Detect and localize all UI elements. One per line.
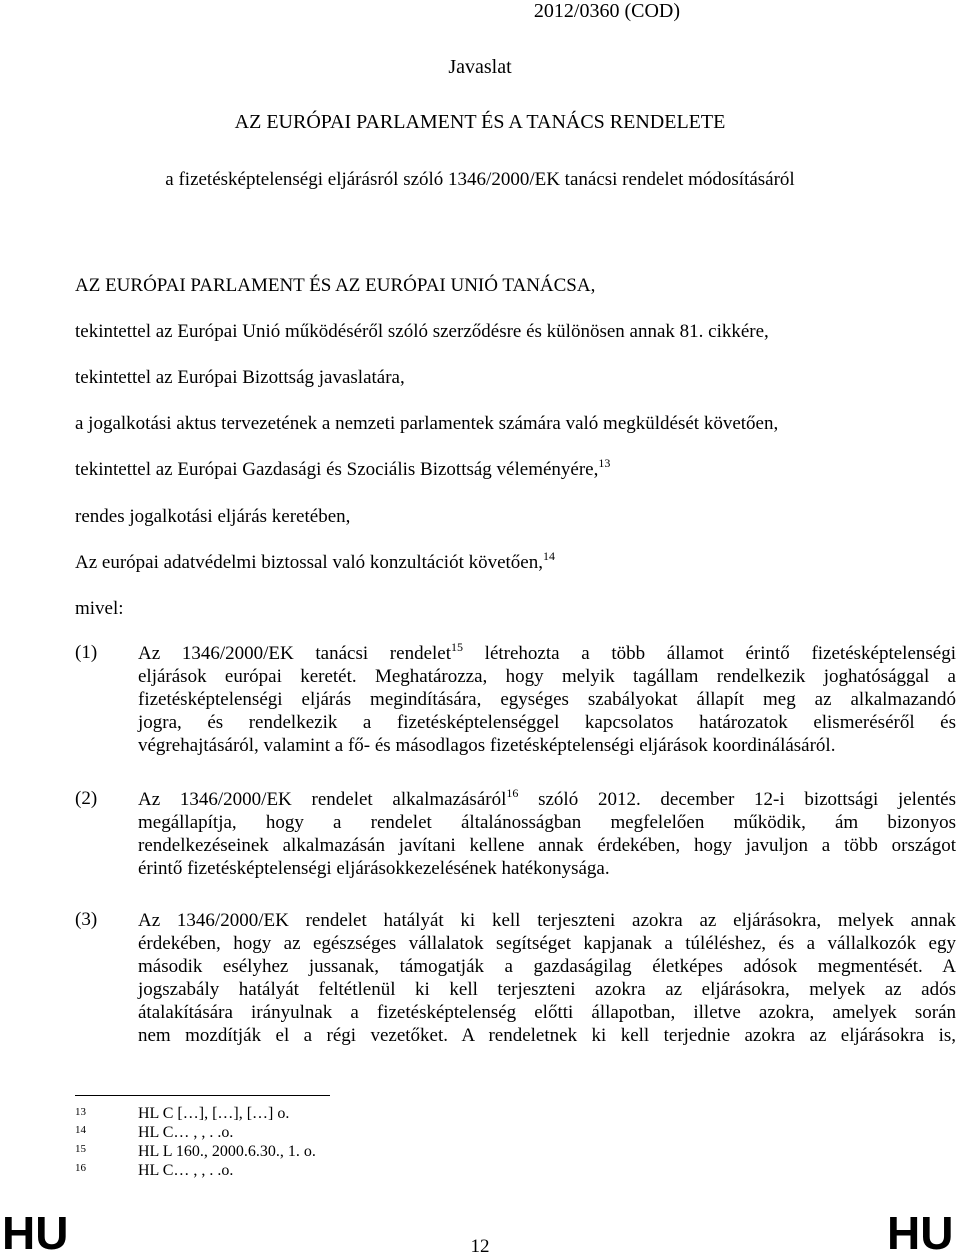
document-title: AZ EURÓPAI PARLAMENT ÉS A TANÁCS RENDELETE	[234, 111, 726, 133]
recital-line: jogszabály hatályát feltétlenül ki kell terjeszteni azokra az eljárásokra, melyek az adós	[138, 979, 956, 1000]
document-label: Javaslat	[448, 56, 512, 78]
footer-language-left: HU	[2, 1207, 69, 1259]
recital-body	[138, 642, 956, 757]
document-subtitle: a fizetésképtelenségi eljárásról szóló 1346/2000/EK tanácsi rendelet módosításáról	[165, 169, 795, 190]
citation: tekintettel az Európai Bizottság javaslatára,	[75, 367, 405, 388]
footnote-ref[interactable]: 14	[543, 549, 555, 563]
recital-line: megállapítja, hogy a rendelet általánosságban megfelelően működik, ám bizonyos	[138, 812, 956, 833]
footnote-number: 15	[75, 1143, 86, 1155]
footer-language-right: HU	[887, 1207, 954, 1259]
recital-line: Az 1346/2000/EK rendelet alkalmazásáról$^{16}$ szóló 2012. december 12-i bizottsági jelentés	[138, 786, 956, 810]
footnote-number: 14	[75, 1124, 86, 1136]
recital-body	[138, 788, 956, 880]
recital-number: (1)	[75, 642, 98, 663]
footnote-text: HL C […], […], […] o.	[138, 1105, 290, 1122]
recital-number: (3)	[75, 909, 98, 930]
page-number: 12	[470, 1236, 490, 1257]
footnote-separator	[75, 1095, 330, 1096]
recital-line: végrehajtásáról, valamint a fő- és másodlagos fizetésképtelenségi eljárások koordinálásáról.	[138, 735, 836, 756]
recital-line: rendelkezéseinek alkalmazásán javítani kellene annak érdekében, hogy javuljon a több országot	[138, 835, 956, 856]
preamble-opening: AZ EURÓPAI PARLAMENT ÉS AZ EURÓPAI UNIÓ TANÁCSA,	[75, 275, 596, 296]
citation-text: tekintettel az Európai Gazdasági és Szociális Bizottság véleményére,	[75, 459, 599, 480]
recital-line: Az 1346/2000/EK rendelet hatályát ki kell terjeszteni azokra az eljárásokra, melyek annak	[138, 910, 956, 931]
footnote-ref[interactable]: 15	[451, 640, 463, 654]
recital-line: második esélyhez jussanak, támogatják a gazdaságilag életképes adósok megmentését. A	[138, 956, 956, 977]
footnote-ref[interactable]: 13	[598, 456, 611, 470]
citation	[75, 549, 555, 574]
recital-line: érdekében, hogy az egészséges vállalatok segítséget kapjanak a túléléshez, és a vállalkozók egy	[138, 933, 956, 954]
whereas-label: mivel:	[75, 598, 124, 619]
recital-line: fizetésképtelenségi eljárás megindítására, egységes szabályokat állapít meg az alkalmazandó	[138, 689, 956, 710]
recital-line: eljárások európai keretét. Meghatározza, hogy melyik tagállam rendelkezik joghatósággal a	[138, 666, 956, 687]
footnote-text: HL C… , , . .o.	[138, 1162, 234, 1179]
footnote-text: HL C… , , . .o.	[138, 1124, 234, 1141]
recital-line: átalakítására irányulnak a fizetésképtelenség előtti állapotban, illetve azokra, amelyek során	[138, 1002, 956, 1023]
recital-line: érintő fizetésképtelenségi eljárásokkezelésének hatékonysága.	[138, 858, 610, 879]
footnote-text: HL L 160., 2000.6.30., 1. o.	[138, 1143, 316, 1160]
recital-line: Az 1346/2000/EK tanácsi rendelet$^{15}$ létrehozta a több államot érintő fizetésképtelenségi	[138, 640, 956, 664]
citation-text: Az európai adatvédelmi biztossal való konzultációt követően,	[75, 552, 543, 573]
citation: tekintettel az Európai Unió működéséről szóló szerződésre és különösen annak 81. cikkére,	[75, 321, 769, 342]
footnote-number: 16	[75, 1162, 86, 1174]
citation	[75, 456, 611, 481]
recital-body	[138, 909, 956, 1047]
recital-line: nem mozdítják el a régi vezetőket. A rendeletnek ki kell terjednie azokra az eljárásokra is,	[138, 1025, 956, 1046]
footnote-number: 13	[75, 1106, 86, 1118]
recital-line: jogra, és rendelkezik a fizetésképtelenséggel kapcsolatos határozatok elismeréséről és	[138, 712, 956, 733]
footnote-ref[interactable]: 16	[506, 786, 519, 800]
procedure-reference: 2012/0360 (COD)	[533, 0, 680, 22]
recital-number: (2)	[75, 788, 98, 809]
citation: rendes jogalkotási eljárás keretében,	[75, 506, 351, 527]
citation: a jogalkotási aktus tervezetének a nemzeti parlamentek számára való megküldését követően,	[75, 413, 779, 434]
